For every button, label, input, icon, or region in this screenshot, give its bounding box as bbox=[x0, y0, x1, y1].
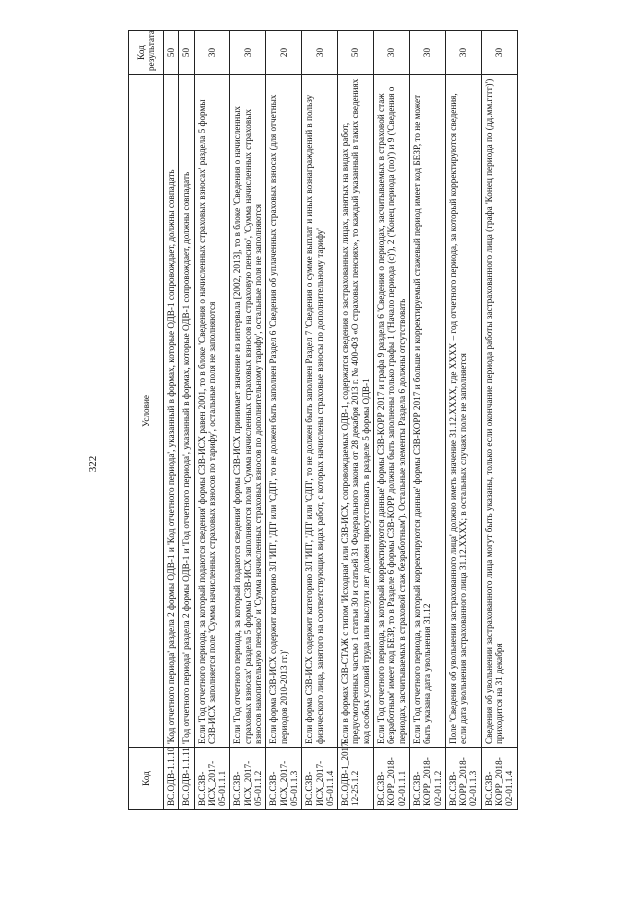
page-number: 322 bbox=[87, 455, 99, 473]
table-row bbox=[481, 31, 517, 810]
row-result: 50 bbox=[179, 31, 194, 75]
row-result: 30 bbox=[374, 31, 410, 75]
header-code: Код bbox=[129, 748, 164, 810]
row-code: ВС.СЗВ-КОРР_2018-02-01.1.3 bbox=[445, 748, 481, 810]
table-row bbox=[338, 31, 374, 810]
row-result: 30 bbox=[302, 31, 338, 75]
row-code: ВС.СЗВ-КОРР_2018-02-01.1.2 bbox=[409, 748, 445, 810]
header-condition: Условие bbox=[129, 75, 164, 748]
rules-table bbox=[128, 30, 518, 810]
table-row bbox=[266, 31, 302, 810]
row-code: ВС.СЗВ-ИСХ_2017-05-01.1.1 bbox=[194, 748, 230, 810]
row-condition: 'Год отчетного периода' раздела 2 формы ОДВ-1 и 'Год отчетного периода', указанный в формах, которые ОДВ-1 сопровождает, должны совпадать bbox=[179, 75, 194, 748]
row-condition: 'Код отчетного периода' раздела 2 формы ОДВ-1 и 'Код отчетного периода', указанный в формах, которые ОДВ-1 сопровождает, должны совпадать bbox=[164, 75, 179, 748]
table-header-row bbox=[129, 31, 164, 810]
row-result: 30 bbox=[481, 31, 517, 75]
header-result: Код результата bbox=[129, 31, 164, 75]
row-result: 30 bbox=[445, 31, 481, 75]
table-row bbox=[445, 31, 481, 810]
row-result: 30 bbox=[194, 31, 230, 75]
table-row bbox=[179, 31, 194, 810]
table-row bbox=[374, 31, 410, 810]
row-code: ВС.ОДВ-1.1.11 bbox=[179, 748, 194, 810]
row-condition: Если 'Год отчетного периода, за который подаются сведения' формы СЗВ-ИСХ принимает значение из интервала [2002, 2013], то в блоке 'Сведения о начисленных страховых взносах' раздела 5 формы СЗВ-ИСХ заполняются поля 'Сумма начисленных страховых взносов на страховую пенсию', 'Сумма начисленных страховых взносов накопительную пенсию' и 'Сумма начисленных страховых взносов по дополнительному тарифу', остальные поля не заполняются bbox=[230, 75, 266, 748]
row-condition: Если 'Год отчетного периода, за который корректируются данные' формы СЗВ-КОРР 2017 и больше и корректируемый стажевый период имеет код БЕЗР, то не может быть указана дата увольнения 31.12 bbox=[409, 75, 445, 748]
table-row bbox=[164, 31, 179, 810]
row-condition: Если в формах СЗВ-СТАЖ с типом 'Исходная' или СЗВ-ИСХ, сопровождаемых ОДВ-1, содержатся сведения о застрахованных лицах, занятых на видах работ, предусмотренных частью 1 статьи 30 и статьей 31 Федерального закона от 28 декабря 2013 г. № 400-ФЗ «О страховых пенсиях», то каждый указанный в таких сведениях код особых условий труда или выслуги лет должен присутствовать в разделе 5 формы ОДВ-1 bbox=[338, 75, 374, 748]
table-row bbox=[302, 31, 338, 810]
row-condition: Если форма СЗВ-ИСХ содержит категорию ЗЛ 'ИП', 'ДП' или 'СДП', то не должен быть заполнен Раздел 7 'Сведения о сумме выплат и иных вознаграждений в пользу физического лица, занятого на соответствующих видах работ, с которых начислены страховые взносы по дополнительному тарифу' bbox=[302, 75, 338, 748]
row-condition: Если 'Год отчетного периода, за который подаются сведения' формы СЗВ-ИСХ равен 2001, то в блоке 'Сведения о начисленных страховых взносах' раздела 5 формы СЗВ-ИСХ заполняется поле 'Сумма начисленных страховых взносов по тарифу', остальные поля не заполняются bbox=[194, 75, 230, 748]
row-result: 30 bbox=[230, 31, 266, 75]
row-code: ВС.СЗВ-КОРР_2018-02-01.1.1 bbox=[374, 748, 410, 810]
row-result: 50 bbox=[338, 31, 374, 75]
table-row bbox=[194, 31, 230, 810]
row-code: ВС.СЗВ-ИСХ_2017-05-01.1.3 bbox=[266, 748, 302, 810]
row-condition: Поле 'Сведения об увольнении застрахованного лица' должно иметь значение 31.12.XXXX, где XXXX – год отчетного периода, за который корректируются сведения, если дата увольнения застрахованного лица 31.12.XXXX; в остальных случаях поле не заполняется bbox=[445, 75, 481, 748]
table-row bbox=[409, 31, 445, 810]
row-code: ВС.ОДВ-1.1.10 bbox=[164, 748, 179, 810]
row-condition: Сведения об увольнении застрахованного лица могут быть указаны, только если окончание периода работы застрахованного лица (графа 'Конец периода по (дд.мм.гггг)') приходится на 31 декабря bbox=[481, 75, 517, 748]
row-code: ВС.СЗВ-ИСХ_2017-05-01.1.4 bbox=[302, 748, 338, 810]
row-condition: Если 'Год отчетного периода, за который корректируются данные' формы СЗВ-КОРР 2017 и графа 9 раздела 6 'Сведения о периодах, засчитываемых в страховой стаж безработным' имеет код БЕЗР, то в Разделе 6 формы СЗВ-КОРР должны быть заполнены только графы 1 ('Начало периода (с)'), 2 ('Конец периода (по)') и 9 ('Сведения о периодах, засчитываемых в страховой стаж безработным'). Остальные элементы Раздела 6 должны отсутствовать bbox=[374, 75, 410, 748]
table-row bbox=[230, 31, 266, 810]
row-code: ВС.СЗВ-ИСХ_2017-05-01.1.2 bbox=[230, 748, 266, 810]
row-condition: Если форма СЗВ-ИСХ содержит категорию ЗЛ 'ИП', 'ДП' или 'СДП', то не должен быть заполнен Раздел 6 'Сведения об уплаченных страховых взносах (для отчетных периодов 2010-2013 гг.)' bbox=[266, 75, 302, 748]
row-result: 50 bbox=[164, 31, 179, 75]
row-code: ВС.СЗВ-КОРР_2018-02-01.1.4 bbox=[481, 748, 517, 810]
row-code: ВС.ОДВ-1_2017-12-25.1.2 bbox=[338, 748, 374, 810]
row-result: 20 bbox=[266, 31, 302, 75]
rotated-page bbox=[128, 30, 618, 810]
row-result: 30 bbox=[409, 31, 445, 75]
